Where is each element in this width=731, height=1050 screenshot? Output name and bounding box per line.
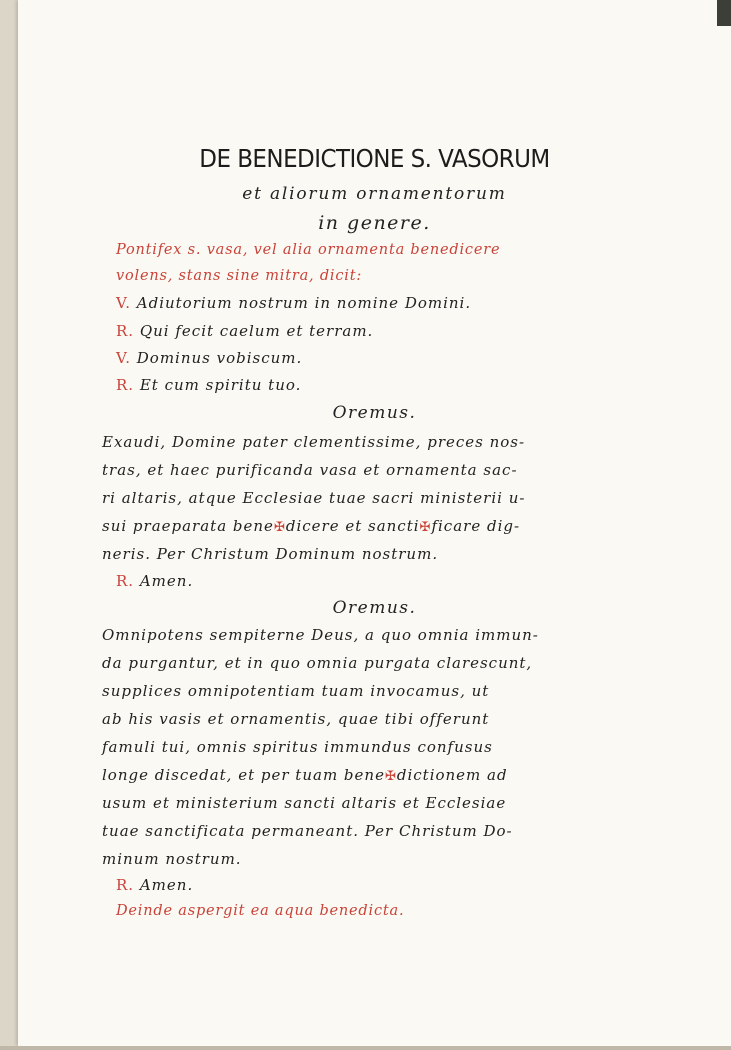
prayer-2-line-5: famuli tui, omnis spiritus immundus confusus bbox=[102, 738, 493, 756]
versicle-2 bbox=[116, 349, 302, 367]
versicle-1 bbox=[116, 294, 471, 312]
response-mark: R. bbox=[116, 572, 135, 590]
amen-text: Amen. bbox=[139, 572, 194, 590]
prayer-2-line-6 bbox=[102, 766, 508, 784]
amen-text: Amen. bbox=[139, 876, 194, 894]
prayer-2-line-7: usum et ministerium sancti altaris et Ecclesiae bbox=[102, 794, 507, 812]
rubric-intro-line-1: Pontifex s. vasa, vel alia ornamenta benedicere bbox=[116, 242, 501, 258]
red-cross-icon: ✠ bbox=[384, 769, 397, 784]
subtitle-line-1: et aliorum ornamentorum bbox=[242, 184, 507, 204]
response-text: Et cum spiritu tuo. bbox=[139, 376, 302, 394]
prayer-1-line-5: neris. Per Christum Dominum nostrum. bbox=[102, 545, 439, 563]
prayer-1-line-1: Exaudi, Domine pater clementissime, preces nos- bbox=[102, 433, 526, 451]
binding-corner bbox=[717, 0, 731, 26]
prayer-1-line-3: ri altaris, atque Ecclesiae tuae sacri ministerii u- bbox=[102, 489, 526, 507]
prayer-1-line-2: tras, et haec purificanda vasa et ornamenta sac- bbox=[102, 461, 518, 479]
manuscript-page bbox=[18, 0, 731, 1046]
prayer-2-line-2: da purgantur, et in quo omnia purgata clarescunt, bbox=[102, 654, 533, 672]
prayer-2-line-1: Omnipotens sempiterne Deus, a quo omnia immun- bbox=[102, 626, 539, 644]
response-1 bbox=[116, 322, 373, 340]
response-text: Qui fecit caelum et terram. bbox=[139, 322, 374, 340]
text-segment: ficare dig- bbox=[431, 517, 521, 535]
response-mark: R. bbox=[116, 376, 135, 394]
prayer-1-line-4 bbox=[102, 517, 520, 535]
prayer-2-line-4: ab his vasis et ornamentis, quae tibi offerunt bbox=[102, 710, 490, 728]
rubric-end: Deinde aspergit ea aqua benedicta. bbox=[116, 903, 405, 919]
page-title: DE BENEDICTIONE S. VASORUM bbox=[199, 144, 550, 173]
red-cross-icon: ✠ bbox=[273, 520, 286, 535]
oremus-heading-1: Oremus. bbox=[332, 403, 417, 423]
amen-1 bbox=[116, 572, 193, 590]
text-segment: longe discedat, et per tuam bene bbox=[102, 766, 385, 784]
red-cross-icon: ✠ bbox=[419, 520, 432, 535]
prayer-2-line-8: tuae sanctificata permaneant. Per Christum Do- bbox=[102, 822, 513, 840]
response-mark: R. bbox=[116, 322, 135, 340]
prayer-2-line-9: minum nostrum. bbox=[102, 850, 242, 868]
versicle-text: Dominus vobiscum. bbox=[136, 349, 303, 367]
page-bottom-edge bbox=[0, 1046, 731, 1050]
text-segment: sui praeparata bene bbox=[102, 517, 274, 535]
oremus-heading-2: Oremus. bbox=[332, 598, 417, 618]
response-mark: R. bbox=[116, 876, 135, 894]
subtitle-line-2: in genere. bbox=[318, 212, 431, 234]
versicle-mark: V. bbox=[116, 349, 131, 367]
amen-2 bbox=[116, 876, 193, 894]
text-segment: dicere et sancti bbox=[285, 517, 420, 535]
text-segment: dictionem ad bbox=[396, 766, 508, 784]
rubric-intro-line-2: volens, stans sine mitra, dicit: bbox=[116, 268, 363, 284]
versicle-mark: V. bbox=[116, 294, 131, 312]
prayer-2-line-3: supplices omnipotentiam tuam invocamus, ut bbox=[102, 682, 490, 700]
response-2 bbox=[116, 376, 301, 394]
versicle-text: Adiutorium nostrum in nomine Domini. bbox=[136, 294, 472, 312]
